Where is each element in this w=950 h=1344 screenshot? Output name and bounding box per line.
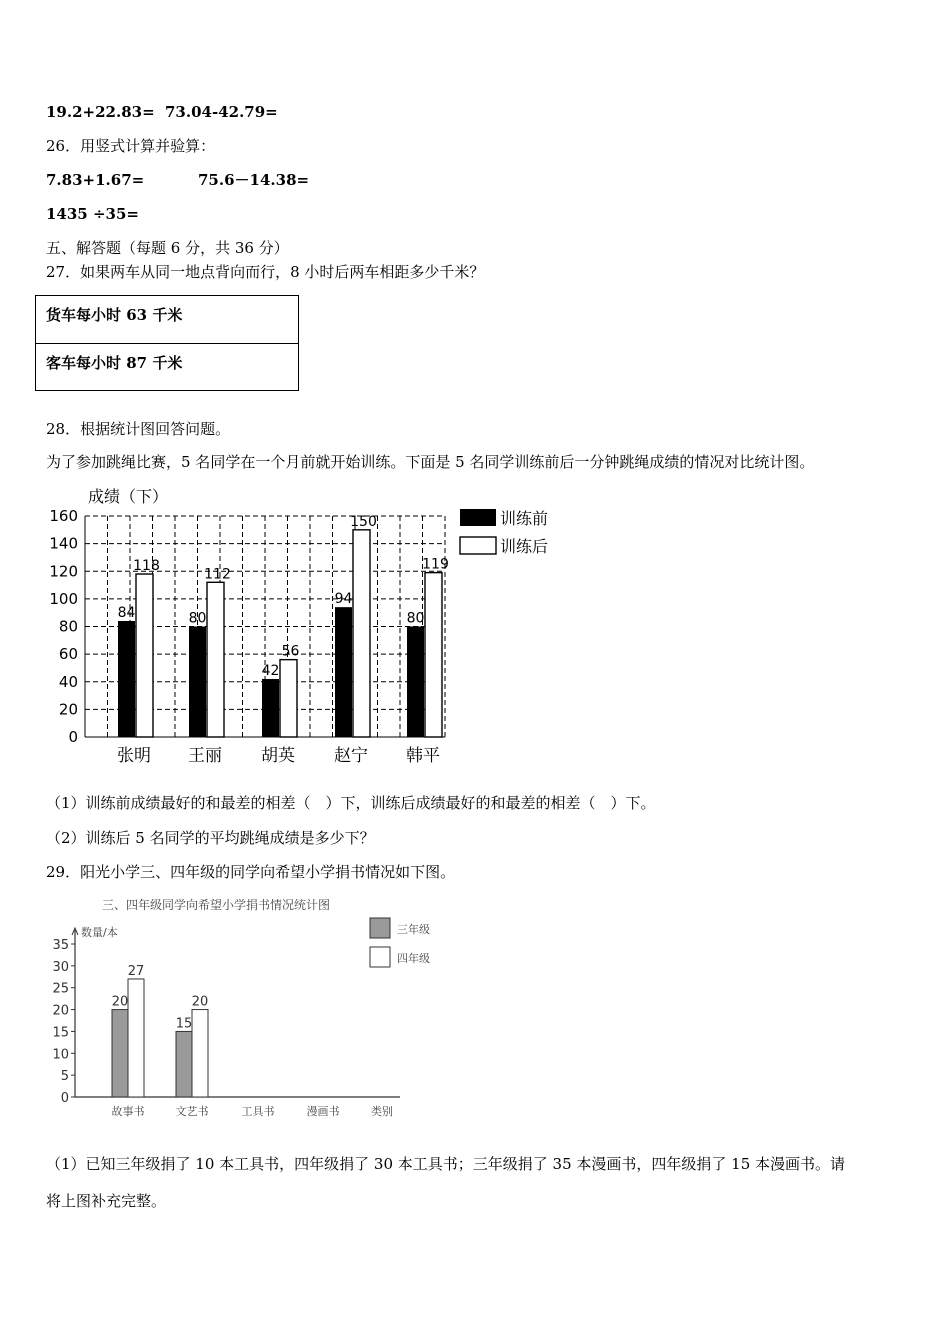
- legend-swatch-before: [460, 509, 496, 526]
- data-label-before: 94: [334, 591, 353, 608]
- data-label-grade4: 27: [127, 963, 145, 979]
- book-donation-chart: [40, 890, 460, 1125]
- data-label-before: 80: [188, 610, 207, 627]
- bar-before: [118, 621, 135, 737]
- y-tick-label: 5: [60, 1069, 69, 1085]
- y-tick-label: 120: [49, 562, 78, 581]
- calc-line-1: 19.2+22.83=: [46, 103, 155, 121]
- bar-before: [189, 627, 206, 738]
- table-row-bus: 客车每小时 87 千米: [36, 343, 298, 390]
- bar-grade3: [176, 1031, 192, 1097]
- legend-label-after: 训练后: [500, 537, 549, 556]
- calc-line-4: 75.6－14.38=: [198, 171, 310, 189]
- x-tick-label: 王丽: [188, 746, 222, 766]
- bar-before: [262, 679, 279, 737]
- legend-swatch-grade4: [370, 947, 390, 967]
- bar-after: [136, 574, 153, 737]
- y-tick-label: 15: [52, 1025, 69, 1041]
- x-tick-label: 赵宁: [334, 746, 368, 766]
- y-axis-label: 数量/本: [81, 926, 118, 939]
- x-axis-label: 类别: [371, 1105, 393, 1118]
- x-tick-label: 故事书: [111, 1105, 145, 1118]
- y-axis-label: 成绩（下）: [88, 487, 169, 506]
- y-tick-label: 140: [49, 534, 78, 553]
- legend-swatch-after: [460, 537, 496, 554]
- x-tick-label: 韩平: [406, 746, 440, 766]
- bar-after: [280, 660, 297, 737]
- speed-table: [35, 295, 299, 391]
- calc-line-2: 73.04-42.79=: [165, 103, 278, 121]
- data-label-before: 84: [117, 604, 136, 621]
- y-tick-label: 40: [58, 672, 78, 691]
- calc-line-5: 1435 ÷35=: [46, 205, 139, 223]
- data-label-after: 118: [133, 558, 160, 575]
- question-29-part-1-cont: 将上图补充完整。: [46, 1192, 167, 1210]
- data-label-before: 42: [261, 662, 280, 679]
- legend-label-grade4: 四年级: [397, 952, 430, 965]
- section-heading: 五、解答题（每题 6 分，共 36 分）: [46, 239, 289, 257]
- x-tick-label: 工具书: [241, 1105, 275, 1118]
- y-tick-label: 60: [58, 645, 78, 664]
- y-tick-label: 20: [52, 1003, 69, 1019]
- legend-label-before: 训练前: [500, 509, 549, 528]
- y-tick-label: 10: [52, 1047, 69, 1063]
- data-label-grade3: 15: [175, 1016, 193, 1032]
- question-29: 29．阳光小学三、四年级的同学向希望小学捐书情况如下图。: [46, 863, 456, 881]
- bar-after: [425, 573, 442, 737]
- jump-rope-chart: [40, 480, 570, 780]
- bar-before: [407, 627, 424, 738]
- y-tick-label: 0: [68, 728, 78, 746]
- bar-after: [353, 530, 370, 737]
- data-label-grade4: 20: [191, 994, 209, 1010]
- y-tick-label: 0: [60, 1091, 69, 1106]
- question-28-part-2: （2）训练后 5 名同学的平均跳绳成绩是多少下？: [46, 829, 375, 847]
- calc-line-3: 7.83+1.67=: [46, 171, 145, 189]
- y-tick-label: 35: [52, 938, 69, 953]
- y-tick-label: 30: [52, 959, 69, 975]
- question-27: 27．如果两车从同一地点背向而行，8 小时后两车相距多少千米？: [46, 263, 485, 281]
- y-tick-label: 100: [49, 589, 78, 608]
- question-28-part-1: （1）训练前成绩最好的和最差的相差（ ）下，训练后成绩最好的和最差的相差（ ）下。: [46, 794, 656, 812]
- bar-grade3: [112, 1010, 128, 1097]
- y-tick-label: 160: [49, 507, 78, 525]
- question-29-part-1: （1）已知三年级捐了 10 本工具书，四年级捐了 30 本工具书；三年级捐了 35 本漫画书，四年级捐了 15 本漫画书。请: [46, 1155, 846, 1173]
- legend-label-grade3: 三年级: [397, 923, 430, 936]
- data-label-after: 119: [422, 556, 449, 573]
- x-tick-label: 张明: [117, 746, 151, 766]
- bar-before: [335, 607, 352, 737]
- x-tick-label: 文艺书: [175, 1105, 209, 1118]
- data-label-after: 150: [350, 513, 377, 530]
- data-label-before: 80: [406, 610, 425, 627]
- question-28-description: 为了参加跳绳比赛，5 名同学在一个月前就开始训练。下面是 5 名同学训练前后一分钟跳绳成绩的情况对比统计图。: [46, 453, 815, 471]
- y-tick-label: 20: [58, 700, 78, 719]
- legend-swatch-grade3: [370, 918, 390, 938]
- question-28: 28．根据统计图回答问题。: [46, 420, 231, 438]
- bar-after: [207, 582, 224, 737]
- y-tick-label: 80: [58, 617, 78, 636]
- x-tick-label: 胡英: [261, 746, 295, 766]
- data-label-grade3: 20: [111, 994, 129, 1010]
- table-row-truck: 货车每小时 63 千米: [46, 306, 183, 324]
- bar-grade4: [192, 1010, 208, 1097]
- x-tick-label: 漫画书: [306, 1105, 340, 1118]
- bar-grade4: [128, 979, 144, 1097]
- y-tick-label: 25: [52, 981, 69, 997]
- question-26: 26．用竖式计算并验算：: [46, 137, 216, 155]
- data-label-after: 56: [281, 643, 300, 660]
- chart-title: 三、四年级同学向希望小学捐书情况统计图: [102, 898, 331, 912]
- data-label-after: 112: [204, 566, 231, 583]
